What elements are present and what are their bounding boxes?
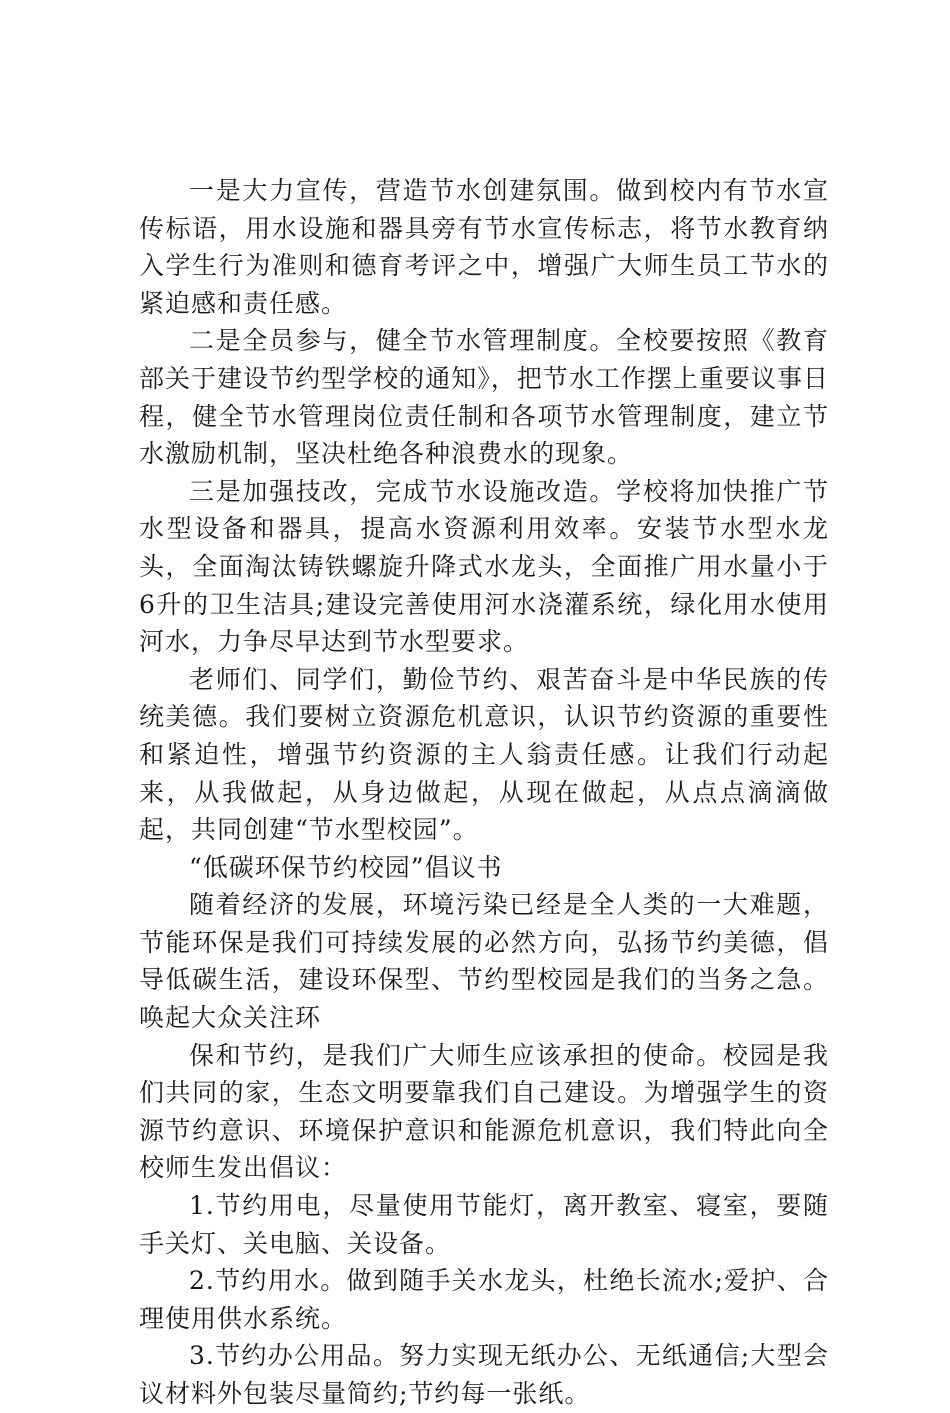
proposal-item-2: 2.节约用水。做到随手关水龙头，杜绝长流水;爱护、合理使用供水系统。 — [139, 1266, 829, 1333]
paragraph-intro-continued: 保和节约，是我们广大师生应该承担的使命。校园是我们共同的家，生态文明要靠我们自己建设。为增强学生的资源节约意识、环境保护意识和能源危机意识，我们特此向全校师生发出倡议： — [139, 1040, 829, 1183]
document-body — [139, 172, 829, 1413]
proposal-item-3: 3.节约办公用品。努力实现无纸办公、无纸通信;大型会议材料外包装尽量简约;节约每一张纸。 — [139, 1341, 829, 1408]
paragraph-appeal: 老师们、同学们，勤俭节约、艰苦奋斗是中华民族的传统美德。我们要树立资源危机意识，认识节约资源的重要性和紧迫性，增强节约资源的主人翁责任感。让我们行动起来，从我做起，从身边做起，从现在做起，从点点滴滴做起，共同创建“节水型校园”。 — [139, 664, 829, 845]
paragraph-publicity: 一是大力宣传，营造节水创建氛围。做到校内有节水宣传标语，用水设施和器具旁有节水宣传标志，将节水教育纳入学生行为准则和德育考评之中，增强广大师生员工节水的紧迫感和责任感。 — [139, 176, 829, 318]
paragraph-intro: 随着经济的发展，环境污染已经是全人类的一大难题，节能环保是我们可持续发展的必然方向，弘扬节约美德，倡导低碳生活，建设环保型、节约型校园是我们的当务之急。唤起大众关注环 — [139, 890, 829, 1033]
paragraph-participation: 二是全员参与，健全节水管理制度。全校要按照《教育部关于建设节约型学校的通知》，把节水工作摆上重要议事日程，健全节水管理岗位责任制和各项节水管理制度，建立节水激励机制，坚决杜绝各种浪费水的现象。 — [139, 326, 829, 469]
proposal-title: “低碳环保节约校园”倡议书 — [189, 852, 503, 882]
proposal-item-1: 1.节约用电，尽量使用节能灯，离开教室、寝室，要随手关灯、关电脑、关设备。 — [139, 1191, 829, 1258]
paragraph-renovation: 三是加强技改，完成节水设施改造。学校将加快推广节水型设备和器具，提高水资源利用效率。安装节水型水龙头，全面淘汰铸铁螺旋升降式水龙头，全面推广用水量小于6升的卫生洁具;建设完善使用河水浇灌系统，绿化用水使用河水，力争尽早达到节水型要求。 — [139, 476, 829, 657]
